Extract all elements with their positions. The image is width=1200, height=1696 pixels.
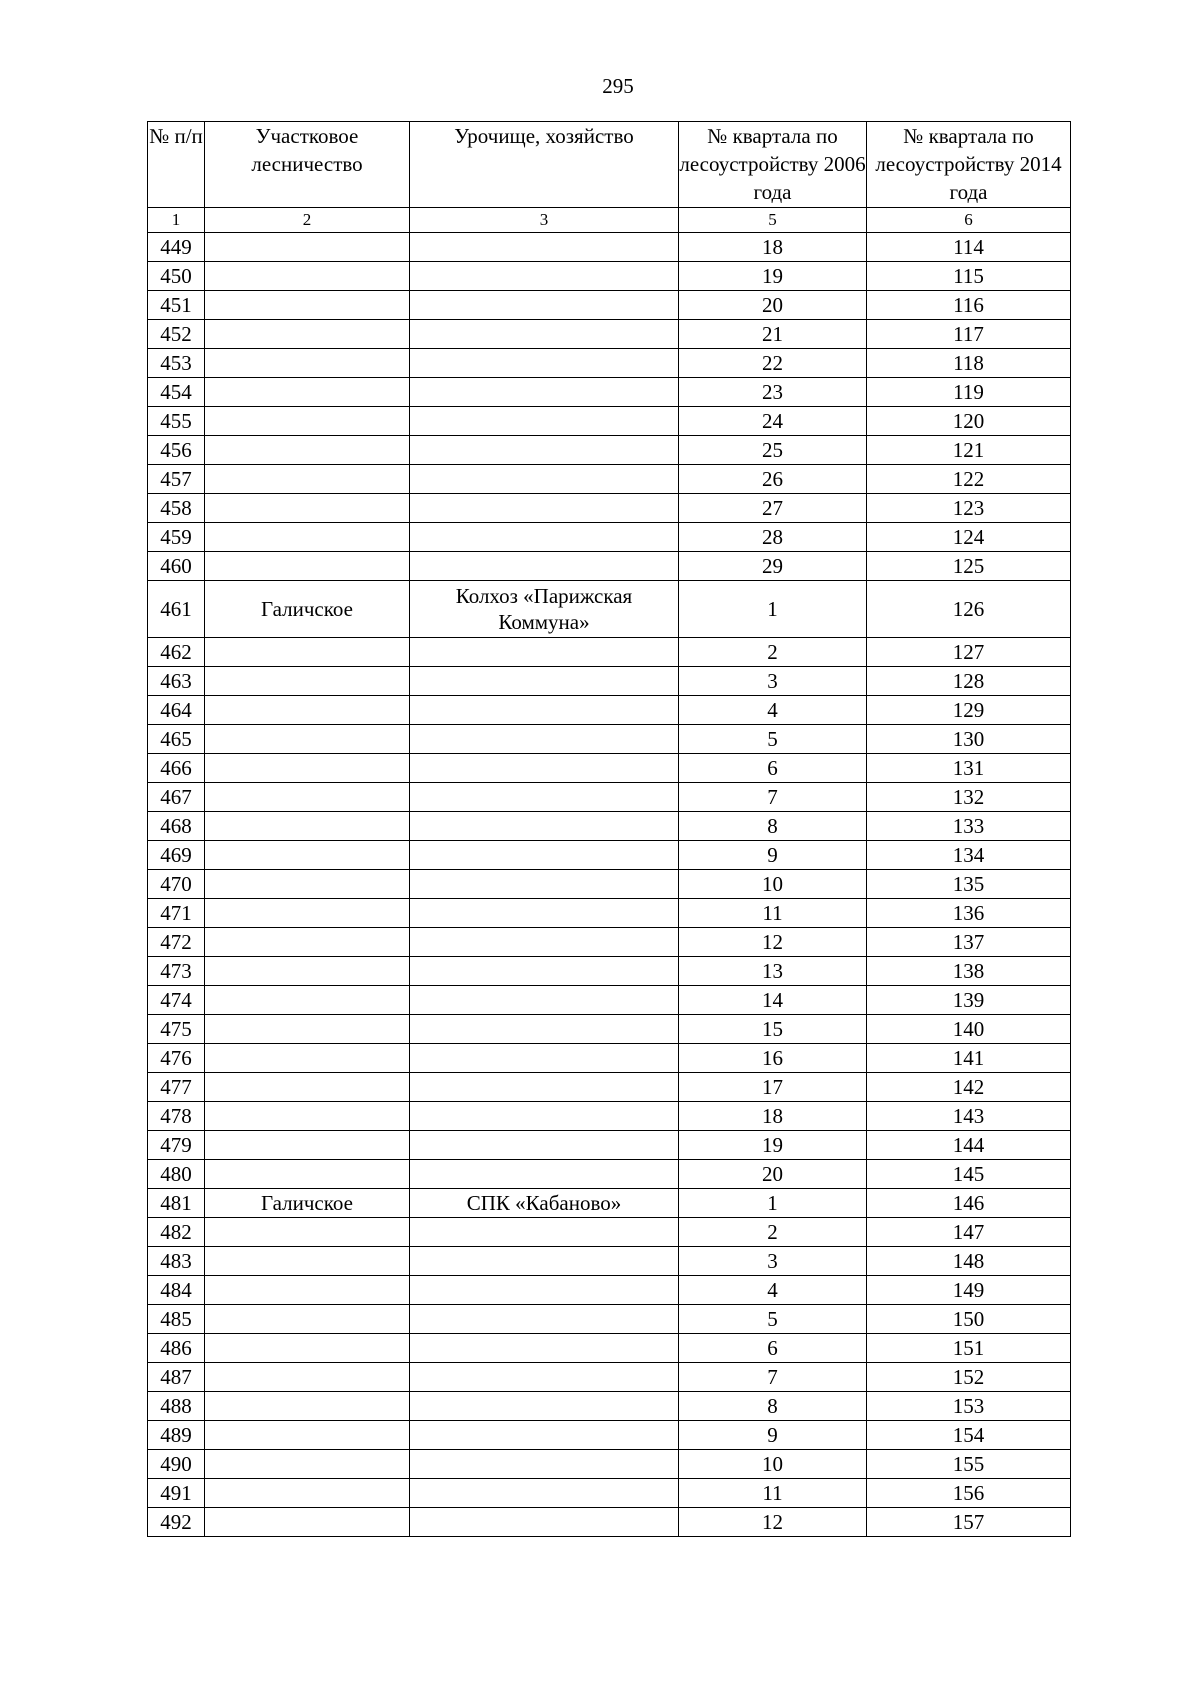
cell-row-number: 455 [148,407,205,436]
cell-quarter-2006: 21 [679,320,867,349]
table-row [148,1334,1071,1363]
cell-quarter-2014: 115 [867,262,1071,291]
cell-district-forestry: Галичское [205,1189,410,1218]
table-row [148,870,1071,899]
cell-quarter-2014: 138 [867,957,1071,986]
header-tract-farm: Урочище, хозяйство [410,122,679,208]
cell-row-number: 481 [148,1189,205,1218]
cell-tract-farm: СПК «Кабаново» [410,1189,679,1218]
cell-row-number: 466 [148,754,205,783]
table-row [148,1102,1071,1131]
cell-district-forestry [205,1015,410,1044]
cell-quarter-2006: 7 [679,783,867,812]
cell-row-number: 463 [148,667,205,696]
table-row [148,1247,1071,1276]
cell-district-forestry [205,957,410,986]
cell-tract-farm [410,291,679,320]
cell-quarter-2006: 9 [679,841,867,870]
cell-tract-farm [410,696,679,725]
cell-tract-farm [410,1044,679,1073]
cell-district-forestry [205,1131,410,1160]
cell-quarter-2006: 26 [679,465,867,494]
cell-quarter-2006: 29 [679,552,867,581]
cell-district-forestry [205,754,410,783]
cell-tract-farm [410,667,679,696]
cell-tract-farm [410,754,679,783]
cell-tract-farm [410,928,679,957]
table-row [148,494,1071,523]
cell-row-number: 451 [148,291,205,320]
cell-quarter-2014: 152 [867,1363,1071,1392]
cell-quarter-2014: 131 [867,754,1071,783]
cell-quarter-2006: 1 [679,1189,867,1218]
cell-row-number: 465 [148,725,205,754]
column-number: 2 [205,208,410,233]
cell-quarter-2006: 5 [679,1305,867,1334]
table-row [148,407,1071,436]
table-row [148,986,1071,1015]
table-row [148,581,1071,638]
cell-quarter-2006: 11 [679,899,867,928]
cell-row-number: 467 [148,783,205,812]
cell-district-forestry [205,899,410,928]
cell-row-number: 475 [148,1015,205,1044]
cell-row-number: 460 [148,552,205,581]
table-row [148,783,1071,812]
cell-quarter-2014: 139 [867,986,1071,1015]
cell-district-forestry [205,1276,410,1305]
cell-row-number: 488 [148,1392,205,1421]
table-row [148,957,1071,986]
cell-district-forestry [205,465,410,494]
cell-quarter-2006: 22 [679,349,867,378]
cell-district-forestry [205,349,410,378]
cell-district-forestry [205,407,410,436]
cell-quarter-2006: 16 [679,1044,867,1073]
cell-quarter-2006: 8 [679,1392,867,1421]
cell-quarter-2014: 127 [867,638,1071,667]
cell-quarter-2006: 12 [679,928,867,957]
cell-row-number: 474 [148,986,205,1015]
table-row [148,1508,1071,1537]
cell-quarter-2006: 20 [679,291,867,320]
cell-quarter-2014: 130 [867,725,1071,754]
cell-row-number: 456 [148,436,205,465]
table-row [148,378,1071,407]
cell-row-number: 485 [148,1305,205,1334]
cell-district-forestry [205,1450,410,1479]
cell-tract-farm [410,1160,679,1189]
cell-quarter-2006: 14 [679,986,867,1015]
cell-tract-farm [410,1015,679,1044]
table-row [148,1160,1071,1189]
cell-quarter-2006: 12 [679,1508,867,1537]
cell-district-forestry [205,696,410,725]
cell-tract-farm [410,1334,679,1363]
cell-district-forestry [205,667,410,696]
cell-tract-farm [410,349,679,378]
cell-district-forestry [205,1160,410,1189]
cell-quarter-2006: 1 [679,581,867,638]
cell-row-number: 450 [148,262,205,291]
cell-row-number: 483 [148,1247,205,1276]
cell-quarter-2006: 11 [679,1479,867,1508]
cell-tract-farm [410,1421,679,1450]
cell-tract-farm [410,812,679,841]
cell-row-number: 449 [148,233,205,262]
cell-quarter-2006: 3 [679,1247,867,1276]
column-number: 1 [148,208,205,233]
table-row [148,436,1071,465]
cell-quarter-2006: 6 [679,754,867,783]
page-number: 295 [602,74,634,98]
cell-quarter-2014: 134 [867,841,1071,870]
column-number: 3 [410,208,679,233]
cell-quarter-2014: 128 [867,667,1071,696]
cell-district-forestry: Галичское [205,581,410,638]
column-number: 6 [867,208,1071,233]
cell-quarter-2014: 149 [867,1276,1071,1305]
cell-quarter-2006: 28 [679,523,867,552]
cell-row-number: 490 [148,1450,205,1479]
cell-quarter-2014: 154 [867,1421,1071,1450]
column-numbers-row [148,208,1071,233]
forest-quarters-table [147,121,1071,1537]
cell-row-number: 492 [148,1508,205,1537]
cell-district-forestry [205,523,410,552]
cell-quarter-2014: 121 [867,436,1071,465]
header-quarter-2014: № квартала по лесоустройству 2014 года [867,122,1071,208]
cell-row-number: 452 [148,320,205,349]
cell-district-forestry [205,291,410,320]
cell-tract-farm [410,465,679,494]
cell-tract-farm [410,783,679,812]
cell-row-number: 472 [148,928,205,957]
cell-row-number: 484 [148,1276,205,1305]
cell-district-forestry [205,552,410,581]
cell-row-number: 468 [148,812,205,841]
cell-row-number: 486 [148,1334,205,1363]
table-row [148,725,1071,754]
table-row [148,812,1071,841]
cell-district-forestry [205,928,410,957]
cell-district-forestry [205,1305,410,1334]
cell-quarter-2006: 19 [679,1131,867,1160]
cell-row-number: 462 [148,638,205,667]
cell-district-forestry [205,1479,410,1508]
cell-quarter-2006: 4 [679,1276,867,1305]
cell-quarter-2014: 148 [867,1247,1071,1276]
cell-district-forestry [205,436,410,465]
table-row [148,523,1071,552]
table-row [148,667,1071,696]
table-row [148,638,1071,667]
cell-quarter-2006: 25 [679,436,867,465]
cell-quarter-2014: 133 [867,812,1071,841]
cell-quarter-2006: 18 [679,233,867,262]
cell-quarter-2006: 17 [679,1073,867,1102]
cell-quarter-2006: 3 [679,667,867,696]
cell-quarter-2006: 9 [679,1421,867,1450]
cell-district-forestry [205,1073,410,1102]
cell-district-forestry [205,1363,410,1392]
cell-quarter-2006: 5 [679,725,867,754]
cell-district-forestry [205,320,410,349]
cell-tract-farm [410,1392,679,1421]
cell-quarter-2014: 132 [867,783,1071,812]
cell-tract-farm [410,523,679,552]
cell-quarter-2014: 146 [867,1189,1071,1218]
cell-quarter-2014: 123 [867,494,1071,523]
column-number: 5 [679,208,867,233]
cell-tract-farm [410,870,679,899]
table-row [148,291,1071,320]
cell-quarter-2014: 143 [867,1102,1071,1131]
table-row [148,1073,1071,1102]
cell-district-forestry [205,783,410,812]
cell-row-number: 479 [148,1131,205,1160]
cell-tract-farm [410,1276,679,1305]
cell-quarter-2006: 24 [679,407,867,436]
cell-quarter-2014: 150 [867,1305,1071,1334]
cell-quarter-2006: 2 [679,1218,867,1247]
cell-quarter-2014: 126 [867,581,1071,638]
cell-row-number: 480 [148,1160,205,1189]
cell-quarter-2014: 119 [867,378,1071,407]
cell-quarter-2014: 140 [867,1015,1071,1044]
cell-tract-farm [410,262,679,291]
cell-tract-farm [410,638,679,667]
cell-tract-farm [410,1247,679,1276]
table-row [148,1218,1071,1247]
cell-district-forestry [205,1218,410,1247]
cell-tract-farm [410,1363,679,1392]
table-row [148,1189,1071,1218]
cell-row-number: 461 [148,581,205,638]
cell-quarter-2014: 142 [867,1073,1071,1102]
table-row [148,1131,1071,1160]
cell-row-number: 457 [148,465,205,494]
table-row [148,841,1071,870]
cell-row-number: 469 [148,841,205,870]
cell-tract-farm: Колхоз «Парижская Коммуна» [410,581,679,638]
table-row [148,754,1071,783]
cell-quarter-2014: 114 [867,233,1071,262]
cell-row-number: 477 [148,1073,205,1102]
cell-tract-farm [410,233,679,262]
cell-quarter-2006: 23 [679,378,867,407]
cell-row-number: 458 [148,494,205,523]
cell-quarter-2006: 18 [679,1102,867,1131]
cell-row-number: 464 [148,696,205,725]
cell-district-forestry [205,494,410,523]
cell-tract-farm [410,1131,679,1160]
cell-quarter-2014: 145 [867,1160,1071,1189]
cell-tract-farm [410,899,679,928]
cell-tract-farm [410,552,679,581]
table-row [148,899,1071,928]
cell-quarter-2014: 155 [867,1450,1071,1479]
table-row [148,1450,1071,1479]
cell-district-forestry [205,378,410,407]
cell-quarter-2014: 137 [867,928,1071,957]
cell-quarter-2014: 141 [867,1044,1071,1073]
cell-district-forestry [205,870,410,899]
cell-quarter-2006: 19 [679,262,867,291]
table-row [148,1421,1071,1450]
cell-row-number: 491 [148,1479,205,1508]
table-row [148,1305,1071,1334]
cell-tract-farm [410,957,679,986]
cell-tract-farm [410,320,679,349]
cell-row-number: 470 [148,870,205,899]
cell-tract-farm [410,494,679,523]
header-row-number: № п/п [148,122,205,208]
cell-district-forestry [205,638,410,667]
cell-district-forestry [205,233,410,262]
cell-quarter-2006: 20 [679,1160,867,1189]
cell-tract-farm [410,378,679,407]
cell-quarter-2006: 2 [679,638,867,667]
cell-row-number: 476 [148,1044,205,1073]
cell-district-forestry [205,1421,410,1450]
cell-quarter-2014: 122 [867,465,1071,494]
cell-quarter-2006: 8 [679,812,867,841]
cell-tract-farm [410,1218,679,1247]
cell-district-forestry [205,262,410,291]
cell-tract-farm [410,1508,679,1537]
cell-quarter-2006: 4 [679,696,867,725]
cell-district-forestry [205,1392,410,1421]
cell-quarter-2014: 129 [867,696,1071,725]
cell-quarter-2014: 156 [867,1479,1071,1508]
cell-row-number: 478 [148,1102,205,1131]
table-row [148,552,1071,581]
cell-quarter-2006: 6 [679,1334,867,1363]
header-quarter-2006: № квартала по лесоустройству 2006 года [679,122,867,208]
table-row [148,320,1071,349]
cell-quarter-2014: 157 [867,1508,1071,1537]
cell-row-number: 482 [148,1218,205,1247]
cell-tract-farm [410,407,679,436]
cell-quarter-2014: 153 [867,1392,1071,1421]
cell-quarter-2006: 10 [679,1450,867,1479]
cell-quarter-2006: 10 [679,870,867,899]
cell-district-forestry [205,1044,410,1073]
cell-quarter-2006: 15 [679,1015,867,1044]
cell-quarter-2006: 13 [679,957,867,986]
cell-row-number: 471 [148,899,205,928]
cell-tract-farm [410,841,679,870]
cell-quarter-2014: 147 [867,1218,1071,1247]
cell-quarter-2014: 124 [867,523,1071,552]
cell-row-number: 489 [148,1421,205,1450]
cell-district-forestry [205,725,410,754]
cell-tract-farm [410,1305,679,1334]
cell-district-forestry [205,1247,410,1276]
cell-district-forestry [205,1334,410,1363]
table-row [148,928,1071,957]
cell-district-forestry [205,986,410,1015]
cell-tract-farm [410,725,679,754]
cell-row-number: 487 [148,1363,205,1392]
cell-tract-farm [410,986,679,1015]
table-row [148,1044,1071,1073]
cell-district-forestry [205,812,410,841]
cell-tract-farm [410,1102,679,1131]
table-row [148,696,1071,725]
cell-row-number: 454 [148,378,205,407]
cell-quarter-2014: 136 [867,899,1071,928]
cell-row-number: 453 [148,349,205,378]
header-district-forestry: Участковое лесничество [205,122,410,208]
cell-tract-farm [410,1450,679,1479]
table-row [148,1276,1071,1305]
table-row [148,262,1071,291]
table-row [148,349,1071,378]
table-row [148,465,1071,494]
cell-quarter-2006: 7 [679,1363,867,1392]
cell-quarter-2014: 118 [867,349,1071,378]
cell-tract-farm [410,436,679,465]
cell-quarter-2014: 151 [867,1334,1071,1363]
table-row [148,1363,1071,1392]
table-row [148,1015,1071,1044]
cell-tract-farm [410,1479,679,1508]
cell-quarter-2014: 125 [867,552,1071,581]
table-row [148,233,1071,262]
table-row [148,1392,1071,1421]
table-row [148,1479,1071,1508]
cell-quarter-2014: 117 [867,320,1071,349]
cell-quarter-2006: 27 [679,494,867,523]
cell-quarter-2014: 116 [867,291,1071,320]
cell-tract-farm [410,1073,679,1102]
cell-row-number: 459 [148,523,205,552]
cell-quarter-2014: 120 [867,407,1071,436]
cell-district-forestry [205,1508,410,1537]
cell-quarter-2014: 135 [867,870,1071,899]
table-header-row [148,122,1071,208]
table-body [148,233,1071,1537]
cell-district-forestry [205,841,410,870]
cell-row-number: 473 [148,957,205,986]
cell-district-forestry [205,1102,410,1131]
cell-quarter-2014: 144 [867,1131,1071,1160]
